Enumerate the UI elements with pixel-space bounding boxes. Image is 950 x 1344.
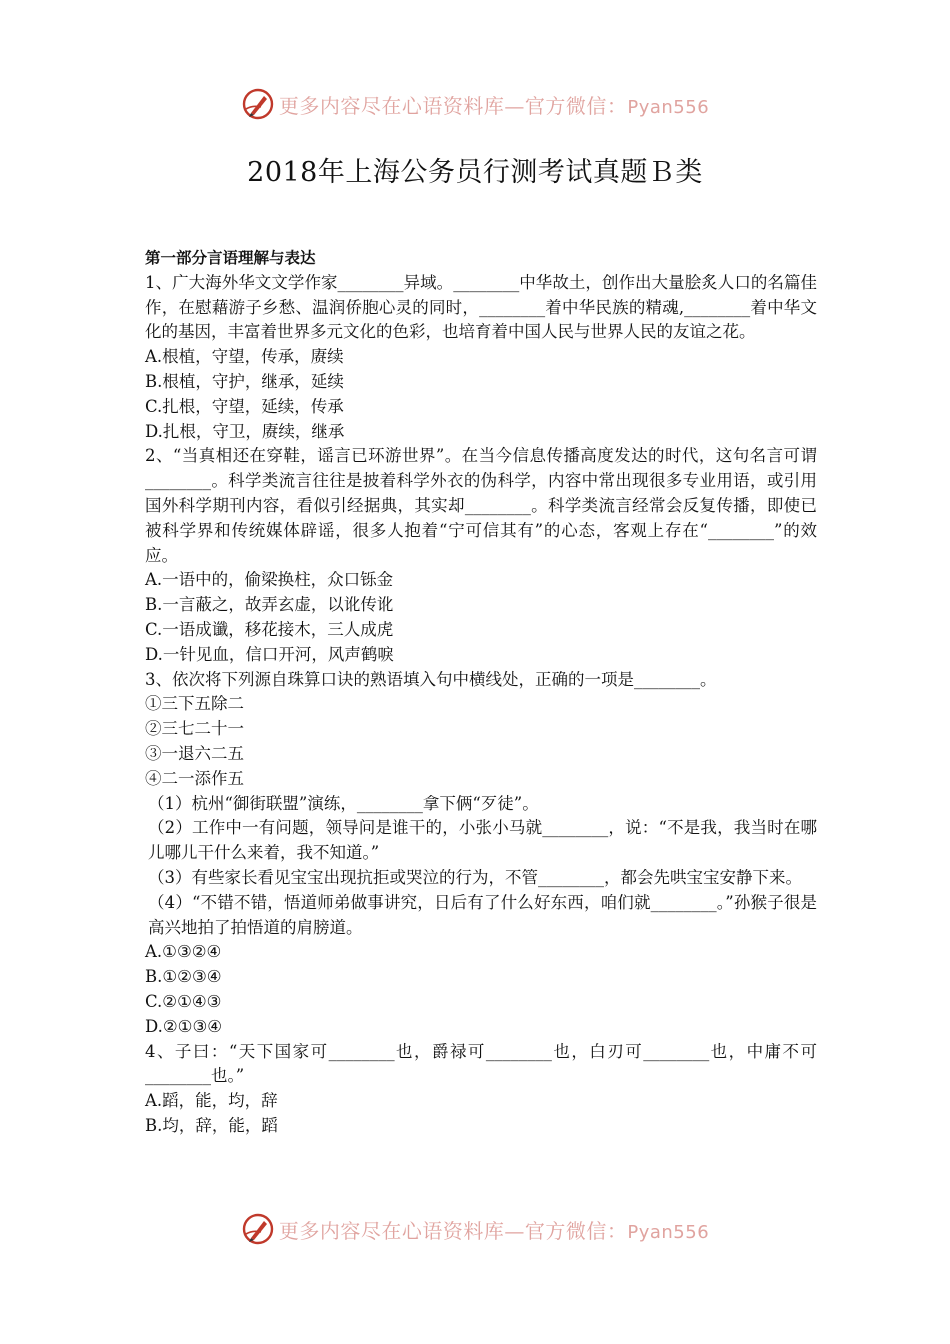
question-2-option-d: D.一针见血，信口开河，风声鹤唳: [145, 644, 394, 664]
header-watermark-banner: [0, 84, 950, 124]
idiom-item-4: ④二一添作五: [145, 768, 244, 788]
watermark-text: 更多内容尽在心语资料库—官方微信：Pyan556: [278, 1218, 710, 1243]
question-1-option-c: C.扎根，守望，延续，传承: [145, 396, 344, 416]
question-4-option-b: B.均，辞，能，蹈: [145, 1115, 278, 1135]
question-3-stem: 3、依次将下列源自珠算口诀的熟语填入句中横线处，正确的一项是________。: [145, 669, 717, 689]
question-3-option-b: B.①②③④: [145, 967, 222, 987]
question-2-stem: 2、“当真相还在穿鞋，谣言已环游世界”。在当今信息传播高度发达的时代，这句名言可谓________。科学类流言往往是披着科学外衣的伪科学，内容中常出现很多专业用语，或引用国外科学期刊内容，看似引经据典，其实却________。科学类流言经常会反复传播，即使已被科学界和传统媒体辟谣，很多人抱着“宁可信其有”的心态，客观上存在“________”的效应。: [145, 446, 817, 565]
page-title: 2018年上海公务员行测考试真题Ｂ类: [247, 157, 703, 188]
question-3-option-a: A.①③②④: [145, 942, 222, 962]
pen-logo-icon: [241, 87, 275, 121]
idiom-item-1: ①三下五除二: [145, 694, 244, 714]
document-body: [145, 246, 817, 1139]
question-2-option-a: A.一语中的，偷梁换柱，众口铄金: [145, 570, 394, 590]
question-1-option-d: D.扎根，守卫，赓续，继承: [145, 421, 345, 441]
question-4-stem: 4、子曰：“天下国家可________也，爵禄可________也，白刃可________也，中庸不可________也。”: [145, 1041, 817, 1086]
idiom-item-3: ③一退六二五: [145, 743, 244, 763]
pen-logo-icon: [241, 1212, 275, 1246]
question-3-sentence-4: （4）“不错不错，悟道师弟做事讲究，日后有了什么好东西，咱们就________。”孙猴子很是高兴地拍了拍悟道的肩膀道。: [148, 892, 817, 937]
section-heading: 第一部分言语理解与表达: [145, 249, 316, 267]
question-1-option-a: A.根植，守望，传承，赓续: [145, 347, 344, 367]
question-3-sentence-1: （1）杭州“御街联盟”演练，________拿下俩“歹徒”。: [148, 793, 539, 813]
idiom-item-2: ②三七二十一: [145, 719, 244, 739]
question-2-option-b: B.一言蔽之，故弄玄虚，以讹传讹: [145, 595, 394, 615]
question-3-option-d: D.②①③④: [145, 1016, 223, 1036]
watermark-text: 更多内容尽在心语资料库—官方微信：Pyan556: [278, 93, 710, 118]
question-3-sentence-2: （2）工作中一有问题，领导问是谁干的，小张小马就________，说：“不是我，我当时在哪儿哪儿干什么来着，我不知道。”: [148, 818, 817, 863]
question-1-option-b: B.根植，守护，继承，延续: [145, 371, 344, 391]
question-3-sentence-3: （3）有些家长看见宝宝出现抗拒或哭泣的行为，不管________，都会先哄宝宝安静下来。: [148, 867, 802, 887]
question-3-option-c: C.②①④③: [145, 991, 222, 1011]
footer-watermark-banner: [0, 1209, 950, 1249]
question-4-option-a: A.蹈，能，均，辞: [145, 1091, 278, 1111]
question-1-stem: 1、广大海外华文文学作家________异域。________中华故土，创作出大量脍炙人口的名篇佳作，在慰藉游子乡愁、温润侨胞心灵的同时，________着中华民族的精魂,________着中华文化的基因，丰富着世界多元文化的色彩，也培育着中国人民与世界人民的友谊之花。: [145, 272, 817, 342]
question-2-option-c: C.一语成谶，移花接木，三人成虎: [145, 619, 394, 639]
